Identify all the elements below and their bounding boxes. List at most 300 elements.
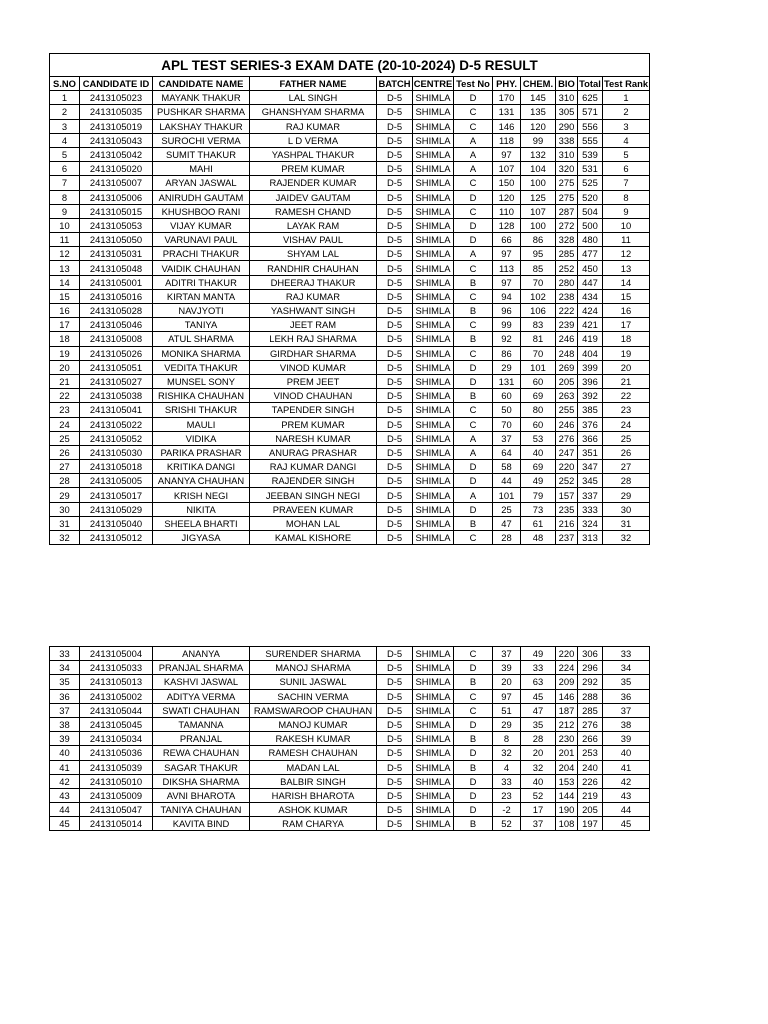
table-row [50,304,650,318]
total-cell: 288 [578,689,603,703]
header-chem: CHEM. [521,77,556,91]
chem-cell: 48 [521,531,556,545]
father-name-cell: MADAN LAL [250,760,377,774]
phy-cell: 25 [493,502,521,516]
centre-cell: SHIMLA [413,218,454,232]
chem-cell: 63 [521,675,556,689]
test-no-cell: D [454,460,493,474]
test-rank-cell: 13 [603,261,650,275]
bio-cell: 220 [556,647,578,661]
table-row [50,516,650,530]
father-name-cell: NARESH KUMAR [250,431,377,445]
table-row [50,204,650,218]
total-cell: 347 [578,460,603,474]
sno-cell: 12 [50,247,80,261]
total-cell: 333 [578,502,603,516]
sno-cell: 39 [50,732,80,746]
father-name-cell: JEET RAM [250,318,377,332]
result-rows-part-2 [50,647,650,831]
batch-cell: D-5 [377,774,413,788]
candidate-name-cell: PRANJAL [153,732,250,746]
chem-cell: 85 [521,261,556,275]
total-cell: 205 [578,803,603,817]
batch-cell: D-5 [377,218,413,232]
chem-cell: 125 [521,190,556,204]
table-row [50,803,650,817]
centre-cell: SHIMLA [413,105,454,119]
sno-cell: 23 [50,403,80,417]
test-no-cell: D [454,803,493,817]
sno-cell: 14 [50,275,80,289]
candidate-name-cell: JIGYASA [153,531,250,545]
centre-cell: SHIMLA [413,760,454,774]
father-name-cell: BALBIR SINGH [250,774,377,788]
sno-cell: 9 [50,204,80,218]
phy-cell: 58 [493,460,521,474]
sno-cell: 11 [50,233,80,247]
test-rank-cell: 7 [603,176,650,190]
chem-cell: 32 [521,760,556,774]
father-name-cell: ANURAG PRASHAR [250,445,377,459]
centre-cell: SHIMLA [413,91,454,105]
batch-cell: D-5 [377,374,413,388]
candidate-name-cell: DIKSHA SHARMA [153,774,250,788]
candidate-name-cell: SRISHI THAKUR [153,403,250,417]
candidate-name-cell: VARUNAVI PAUL [153,233,250,247]
phy-cell: 29 [493,360,521,374]
chem-cell: 37 [521,817,556,831]
header-sno: S.NO [50,77,80,91]
bio-cell: 204 [556,760,578,774]
centre-cell: SHIMLA [413,162,454,176]
test-no-cell: B [454,332,493,346]
chem-cell: 35 [521,717,556,731]
candidate-name-cell: KRITIKA DANGI [153,460,250,474]
phy-cell: 8 [493,732,521,746]
centre-cell: SHIMLA [413,346,454,360]
total-cell: 197 [578,817,603,831]
bio-cell: 209 [556,675,578,689]
candidate-name-cell: VIJAY KUMAR [153,218,250,232]
chem-cell: 28 [521,732,556,746]
total-cell: 434 [578,289,603,303]
test-no-cell: C [454,119,493,133]
candidate-id-cell: 2413105039 [80,760,153,774]
total-cell: 285 [578,703,603,717]
phy-cell: 37 [493,647,521,661]
bio-cell: 230 [556,732,578,746]
test-rank-cell: 25 [603,431,650,445]
father-name-cell: MANOJ KUMAR [250,717,377,731]
header-batch: BATCH [378,78,411,90]
candidate-id-cell: 2413105027 [80,374,153,388]
centre-cell: SHIMLA [413,431,454,445]
batch-cell: D-5 [377,760,413,774]
table-row [50,261,650,275]
test-rank-cell: 24 [603,417,650,431]
candidate-name-cell: MAULI [153,417,250,431]
phy-cell: 47 [493,516,521,530]
candidate-name-cell: TAMANNA [153,717,250,731]
bio-cell: 216 [556,516,578,530]
chem-cell: 33 [521,661,556,675]
father-name-cell: RAMSWAROOP CHAUHAN [250,703,377,717]
table-row [50,817,650,831]
batch-cell: D-5 [377,661,413,675]
candidate-name-cell: NIKITA [153,502,250,516]
centre-cell: SHIMLA [413,261,454,275]
centre-cell: SHIMLA [413,445,454,459]
test-no-cell: C [454,689,493,703]
centre-cell: SHIMLA [413,133,454,147]
test-rank-cell: 29 [603,488,650,502]
chem-cell: 104 [521,162,556,176]
phy-cell: 97 [493,247,521,261]
sno-cell: 2 [50,105,80,119]
test-no-cell: C [454,417,493,431]
candidate-id-cell: 2413105007 [80,176,153,190]
candidate-id-cell: 2413105042 [80,147,153,161]
test-no-cell: C [454,703,493,717]
table-row [50,431,650,445]
centre-cell: SHIMLA [413,389,454,403]
bio-cell: 275 [556,176,578,190]
table-row [50,346,650,360]
table-row [50,717,650,731]
candidate-name-cell: SWATI CHAUHAN [153,703,250,717]
candidate-id-cell: 2413105035 [80,105,153,119]
father-name-cell: JEEBAN SINGH NEGI [250,488,377,502]
batch-cell: D-5 [377,346,413,360]
batch-cell: D-5 [377,289,413,303]
candidate-name-cell: MUNSEL SONY [153,374,250,388]
chem-cell: 132 [521,147,556,161]
centre-cell: SHIMLA [413,247,454,261]
centre-cell: SHIMLA [413,474,454,488]
centre-cell: SHIMLA [413,647,454,661]
chem-cell: 45 [521,689,556,703]
test-rank-cell: 19 [603,346,650,360]
header-candidate-id: CANDIDATE ID [80,77,153,91]
bio-cell: 252 [556,261,578,275]
test-no-cell: B [454,817,493,831]
chem-cell: 20 [521,746,556,760]
chem-cell: 83 [521,318,556,332]
candidate-name-cell: KIRTAN MANTA [153,289,250,303]
candidate-name-cell: ADITRI THAKUR [153,275,250,289]
bio-cell: 247 [556,445,578,459]
chem-cell: 49 [521,647,556,661]
candidate-name-cell: SHEELA BHARTI [153,516,250,530]
table-row [50,176,650,190]
phy-cell: 97 [493,147,521,161]
father-name-cell: DHEERAJ THAKUR [250,275,377,289]
batch-cell: D-5 [377,261,413,275]
candidate-id-cell: 2413105040 [80,516,153,530]
test-no-cell: C [454,289,493,303]
father-name-cell: LAL SINGH [250,91,377,105]
test-no-cell: D [454,474,493,488]
candidate-name-cell: TANIYA CHAUHAN [153,803,250,817]
centre-cell: SHIMLA [413,318,454,332]
test-no-cell: C [454,176,493,190]
sno-cell: 30 [50,502,80,516]
bio-cell: 224 [556,661,578,675]
candidate-name-cell: VAIDIK CHAUHAN [153,261,250,275]
test-no-cell: B [454,732,493,746]
total-cell: 345 [578,474,603,488]
bio-cell: 153 [556,774,578,788]
test-no-cell: D [454,91,493,105]
total-cell: 337 [578,488,603,502]
test-no-cell: A [454,445,493,459]
candidate-name-cell: MAHI [153,162,250,176]
table-row [50,275,650,289]
bio-cell: 205 [556,374,578,388]
test-no-cell: C [454,531,493,545]
candidate-name-cell: SUROCHI VERMA [153,133,250,147]
phy-cell: 23 [493,788,521,802]
father-name-cell: LEKH RAJ SHARMA [250,332,377,346]
bio-cell: 338 [556,133,578,147]
phy-cell: 131 [493,374,521,388]
total-cell: 419 [578,332,603,346]
test-rank-cell: 15 [603,289,650,303]
chem-cell: 107 [521,204,556,218]
chem-cell: 61 [521,516,556,530]
test-rank-cell: 40 [603,746,650,760]
phy-cell: 39 [493,661,521,675]
bio-cell: 320 [556,162,578,176]
candidate-id-cell: 2413105053 [80,218,153,232]
centre-cell: SHIMLA [413,675,454,689]
phy-cell: 20 [493,675,521,689]
father-name-cell: PREM KUMAR [250,417,377,431]
test-rank-cell: 1 [603,91,650,105]
candidate-id-cell: 2413105044 [80,703,153,717]
table-row [50,360,650,374]
centre-cell: SHIMLA [413,661,454,675]
header-centre: CENTRE [413,78,453,90]
table-row [50,774,650,788]
candidate-id-cell: 2413105031 [80,247,153,261]
batch-cell: D-5 [377,647,413,661]
table-row [50,133,650,147]
centre-cell: SHIMLA [413,516,454,530]
total-cell: 266 [578,732,603,746]
test-no-cell: D [454,502,493,516]
test-no-cell: B [454,675,493,689]
batch-cell: D-5 [377,133,413,147]
candidate-id-cell: 2413105002 [80,689,153,703]
centre-cell: SHIMLA [413,502,454,516]
table-row [50,374,650,388]
test-rank-cell: 35 [603,675,650,689]
header-row [50,77,650,91]
father-name-cell: VINOD KUMAR [250,360,377,374]
candidate-id-cell: 2413105004 [80,647,153,661]
candidate-name-cell: VIDIKA [153,431,250,445]
candidate-id-cell: 2413105019 [80,119,153,133]
test-rank-cell: 36 [603,689,650,703]
bio-cell: 144 [556,788,578,802]
batch-cell: D-5 [377,105,413,119]
candidate-name-cell: SUMIT THAKUR [153,147,250,161]
bio-cell: 146 [556,689,578,703]
father-name-cell: RAKESH KUMAR [250,732,377,746]
centre-cell: SHIMLA [413,488,454,502]
chem-cell: 70 [521,275,556,289]
candidate-name-cell: ANANYA CHAUHAN [153,474,250,488]
candidate-id-cell: 2413105043 [80,133,153,147]
chem-cell: 40 [521,445,556,459]
table-row [50,746,650,760]
centre-cell: SHIMLA [413,332,454,346]
phy-cell: 128 [493,218,521,232]
father-name-cell: RAJENDER SINGH [250,474,377,488]
sno-cell: 24 [50,417,80,431]
test-rank-cell: 20 [603,360,650,374]
candidate-name-cell: KHUSHBOO RANI [153,204,250,218]
test-rank-cell: 22 [603,389,650,403]
sno-cell: 43 [50,788,80,802]
test-rank-cell: 33 [603,647,650,661]
bio-cell: 276 [556,431,578,445]
total-cell: 276 [578,717,603,731]
centre-cell: SHIMLA [413,717,454,731]
bio-cell: 212 [556,717,578,731]
candidate-id-cell: 2413105022 [80,417,153,431]
chem-cell: 49 [521,474,556,488]
chem-cell: 102 [521,289,556,303]
batch-cell: D-5 [377,445,413,459]
centre-cell: SHIMLA [413,803,454,817]
batch-cell: D-5 [377,502,413,516]
candidate-name-cell: KASHVI JASWAL [153,675,250,689]
table-row [50,389,650,403]
batch-cell: D-5 [377,176,413,190]
batch-cell: D-5 [377,318,413,332]
total-cell: 385 [578,403,603,417]
batch-cell: D-5 [377,204,413,218]
test-no-cell: D [454,190,493,204]
test-rank-cell: 39 [603,732,650,746]
candidate-id-cell: 2413105041 [80,403,153,417]
centre-cell: SHIMLA [413,289,454,303]
batch-cell: D-5 [377,675,413,689]
total-cell: 504 [578,204,603,218]
table-row [50,289,650,303]
candidate-id-cell: 2413105023 [80,91,153,105]
father-name-cell: RAMESH CHAND [250,204,377,218]
phy-cell: 131 [493,105,521,119]
test-rank-cell: 28 [603,474,650,488]
total-cell: 477 [578,247,603,261]
sno-cell: 19 [50,346,80,360]
test-no-cell: C [454,261,493,275]
centre-cell: SHIMLA [413,788,454,802]
sno-cell: 15 [50,289,80,303]
bio-cell: 190 [556,803,578,817]
candidate-name-cell: ATUL SHARMA [153,332,250,346]
candidate-id-cell: 2413105051 [80,360,153,374]
test-rank-cell: 17 [603,318,650,332]
sno-cell: 26 [50,445,80,459]
father-name-cell: LAYAK RAM [250,218,377,232]
father-name-cell: VINOD CHAUHAN [250,389,377,403]
table-row [50,647,650,661]
phy-cell: 146 [493,119,521,133]
chem-cell: 69 [521,389,556,403]
sno-cell: 22 [50,389,80,403]
batch-cell: D-5 [377,91,413,105]
candidate-id-cell: 2413105050 [80,233,153,247]
sno-cell: 33 [50,647,80,661]
table-row [50,732,650,746]
centre-cell: SHIMLA [413,703,454,717]
test-no-cell: A [454,147,493,161]
chem-cell: 86 [521,233,556,247]
chem-cell: 52 [521,788,556,802]
father-name-cell: SUNIL JASWAL [250,675,377,689]
table-row [50,332,650,346]
father-name-cell: VISHAV PAUL [250,233,377,247]
phy-cell: 32 [493,746,521,760]
centre-cell: SHIMLA [413,204,454,218]
batch-cell: D-5 [377,689,413,703]
total-cell: 556 [578,119,603,133]
bio-cell: 246 [556,417,578,431]
candidate-name-cell: AVNI BHAROTA [153,788,250,802]
father-name-cell: GIRDHAR SHARMA [250,346,377,360]
sno-cell: 4 [50,133,80,147]
candidate-id-cell: 2413105016 [80,289,153,303]
batch-cell: D-5 [377,488,413,502]
sno-cell: 3 [50,119,80,133]
table-row [50,162,650,176]
father-name-cell: SURENDER SHARMA [250,647,377,661]
bio-cell: 272 [556,218,578,232]
phy-cell: 52 [493,817,521,831]
bio-cell: 238 [556,289,578,303]
phy-cell: 97 [493,275,521,289]
total-cell: 625 [578,91,603,105]
chem-cell: 100 [521,218,556,232]
candidate-id-cell: 2413105015 [80,204,153,218]
phy-cell: 120 [493,190,521,204]
header-father-name: FATHER NAME [250,77,377,91]
candidate-id-cell: 2413105028 [80,304,153,318]
table-row [50,675,650,689]
table-row [50,403,650,417]
candidate-name-cell: ADITYA VERMA [153,689,250,703]
sno-cell: 10 [50,218,80,232]
total-cell: 520 [578,190,603,204]
phy-cell: 28 [493,531,521,545]
centre-cell: SHIMLA [413,119,454,133]
batch-cell: D-5 [377,162,413,176]
father-name-cell: RAMESH CHAUHAN [250,746,377,760]
centre-cell: SHIMLA [413,360,454,374]
bio-cell: 310 [556,147,578,161]
total-cell: 539 [578,147,603,161]
candidate-name-cell: VEDITA THAKUR [153,360,250,374]
candidate-id-cell: 2413105005 [80,474,153,488]
father-name-cell: SHYAM LAL [250,247,377,261]
table-row [50,417,650,431]
table-row [50,190,650,204]
test-rank-cell: 18 [603,332,650,346]
